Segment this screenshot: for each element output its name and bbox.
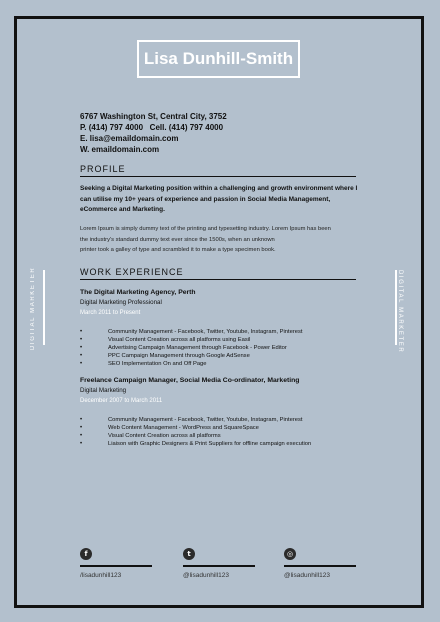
duty-list [80,416,370,448]
lorem-line: printer took a galley of type and scrambled it to make a type specimen book. [80,247,276,253]
side-divider-left [43,270,45,345]
job-entry [80,376,370,448]
name-box [137,40,300,78]
side-label-right: DIGITAL MARKETER [397,270,403,354]
lorem-line: the industry's standard dummy text ever since the 1500s, when an unknown [80,236,275,243]
profile-lorem [80,224,365,256]
job-role: Digital Marketing Professional [80,299,162,306]
social-twitter[interactable] [183,548,255,579]
profile-heading: PROFILE [80,164,356,177]
twitter-icon[interactable]: t [183,548,195,560]
duty-item: • Visual Content Creation across all platforms using Easil [80,337,251,344]
side-divider-right [395,270,397,345]
contact-email[interactable]: E. lisa@emaildomain.com [80,134,179,143]
social-instagram[interactable] [284,548,356,579]
job-title: Freelance Campaign Manager, Social Media Co-ordinator, Marketing [80,377,300,384]
duty-item: • Advertising Campaign Management through Facebook - Power Editor [80,345,287,352]
resume-name: Lisa Dunhill-Smith [143,49,294,68]
lorem-line: Lorem Ipsum is simply dummy text of the printing and typesetting industry. Lorem Ipsum has been [80,226,331,232]
social-divider [183,565,255,567]
duty-item: • Community Management - Facebook, Twitter, Youtube, Instagram, Pinterest [80,417,303,423]
duty-item: • PPC Campaign Management through Google AdSense [80,353,250,360]
social-handle[interactable]: @lisadunhill123 [284,571,330,579]
duty-list [80,328,370,368]
contact-phones: P. (414) 797 4000 Cell. (414) 797 4000 [80,123,224,132]
facebook-icon[interactable]: f [80,548,92,560]
social-handle[interactable]: /lisadunhill123 [80,571,122,579]
side-label-left: DIGITAL MARKETER [30,266,36,350]
social-facebook[interactable] [80,548,152,579]
contact-web[interactable]: W. emaildomain.com [80,145,160,154]
contact-address: 6767 Washington St, Central City, 3752 [80,112,227,121]
social-divider [80,565,152,567]
job-dates: March 2011 to Present [80,310,141,316]
social-divider [284,565,356,567]
instagram-icon[interactable]: ◎ [284,548,296,560]
profile-summary: Seeking a Digital Marketing position within a challenging and growth environment where I can utilise my 10+ years of experience and passion in Social Media Management, eCommerce and Marketing. [80,185,358,213]
job-dates: December 2007 to March 2011 [80,398,163,404]
duty-item: • Visual Content Creation across all platforms [80,433,221,440]
work-heading: WORK EXPERIENCE [80,267,356,280]
duty-item: • SEO Implementation On and Off Page [80,361,207,368]
contact-block [80,111,227,155]
job-role: Digital Marketing [80,387,127,394]
duty-item: • Community Management - Facebook, Twitter, Youtube, Instagram, Pinterest [80,329,303,335]
duty-item: • Liaison with Graphic Designers & Print Suppliers for offline campaign execution [80,441,312,448]
duty-item: • Web Content Management - WordPress and SquareSpace [80,425,259,432]
social-handle[interactable]: @lisadunhill123 [183,571,229,579]
job-entry [80,288,370,368]
job-title: The Digital Marketing Agency, Perth [80,289,196,296]
